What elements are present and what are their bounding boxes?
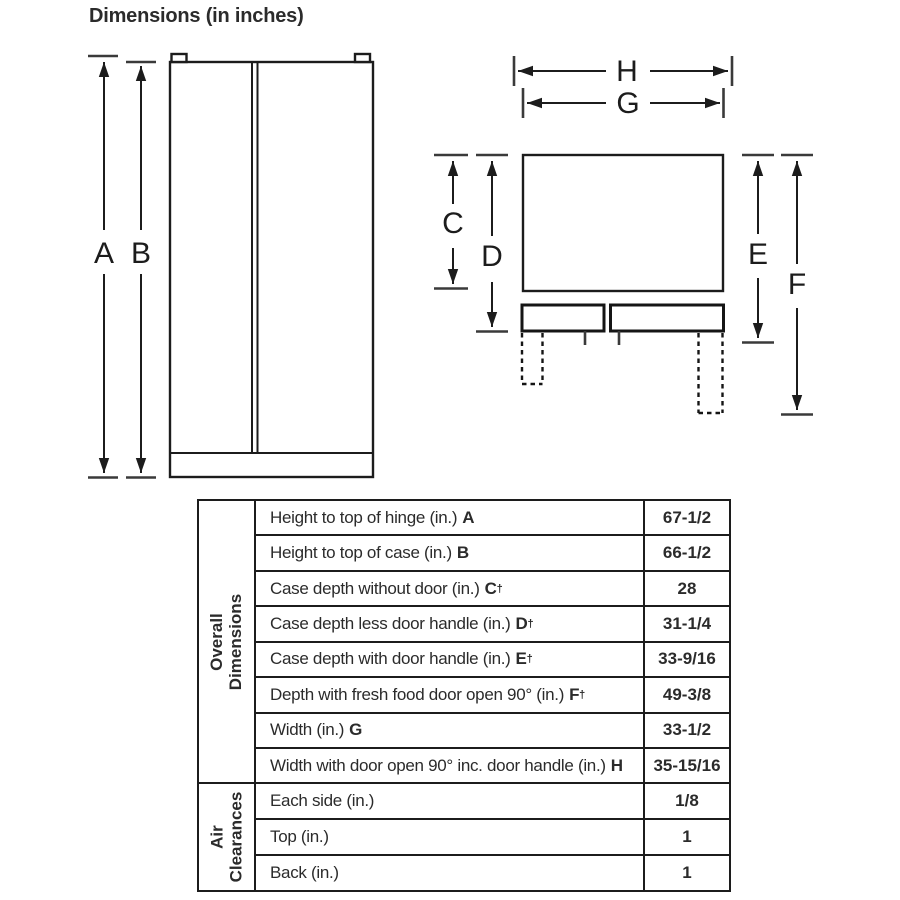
row-value: 31-1/4 — [643, 607, 729, 640]
row-value: 66-1/2 — [643, 536, 729, 569]
hinge-right — [355, 54, 370, 62]
door-left-top-view — [522, 305, 604, 331]
group-label-air-clearances — [207, 792, 245, 883]
row-letter: H — [610, 755, 623, 775]
row-label: Width with door open 90° inc. door handle (in.) — [270, 755, 606, 775]
dimension-E — [742, 155, 774, 343]
row-label: Height to top of case (in.) — [270, 543, 452, 563]
table-row — [256, 714, 729, 749]
table-row: Case depth less door handle (in.) D † 31-1/4 — [256, 607, 729, 642]
row-letter: D — [515, 614, 528, 634]
row-label: Width (in.) — [270, 720, 345, 740]
row-value: 1/8 — [643, 784, 729, 818]
table-row — [256, 536, 729, 571]
row-label: Case depth less door handle (in.) — [270, 614, 511, 634]
dimension-D — [476, 155, 508, 332]
table-row — [256, 856, 729, 890]
row-value: 35-15/16 — [643, 749, 729, 782]
group-label-line2: Dimensions — [226, 593, 246, 690]
table-section-air-clearances — [199, 784, 729, 890]
dimensions-table — [197, 499, 731, 892]
dim-label-e: E — [747, 238, 769, 271]
dim-label-d: D — [481, 240, 503, 273]
table-row: Case depth without door (in.) C † 28 — [256, 572, 729, 607]
hinge-left — [172, 54, 187, 62]
table-row — [256, 749, 729, 782]
door-swing-dashed-left — [522, 333, 543, 384]
fridge-front-view — [170, 54, 373, 477]
fridge-case — [170, 62, 373, 477]
dimension-G — [523, 87, 724, 120]
table-row — [256, 784, 729, 820]
row-value: 1 — [643, 856, 729, 890]
row-value: 49-3/8 — [643, 678, 729, 711]
dim-label-a: A — [93, 237, 115, 270]
case-top-view — [523, 155, 723, 291]
dimension-C — [434, 155, 468, 289]
table-row — [256, 820, 729, 856]
table-row: Depth with fresh food door open 90° (in.) F † 49-3/8 — [256, 678, 729, 713]
row-value: 28 — [643, 572, 729, 605]
fridge-top-view — [522, 155, 724, 413]
group-header-overall-dimensions — [199, 501, 256, 782]
row-letter: E — [515, 649, 527, 669]
dim-label-g: G — [616, 87, 640, 120]
row-letter: B — [456, 543, 469, 563]
table-section-overall-dimensions — [199, 501, 729, 784]
group-label-line1: Overall — [207, 612, 227, 671]
row-label: Each side (in.) — [270, 791, 375, 811]
row-value: 67-1/2 — [643, 501, 729, 534]
group-label-overall-dimensions — [207, 594, 245, 690]
dimension-A — [88, 56, 118, 478]
row-value: 1 — [643, 820, 729, 854]
row-letter: G — [349, 720, 363, 740]
group-label-line1: Air — [207, 825, 227, 850]
table-row — [256, 501, 729, 536]
row-value: 33-9/16 — [643, 643, 729, 676]
row-label: Height to top of hinge (in.) — [270, 507, 458, 527]
door-right-top-view — [611, 305, 724, 331]
dim-label-c: C — [442, 207, 464, 240]
group-header-air-clearances — [199, 784, 256, 890]
row-letter: A — [462, 507, 475, 527]
row-letter: C — [484, 578, 497, 598]
row-label: Back (in.) — [270, 863, 339, 883]
dimension-B — [126, 62, 156, 478]
dim-label-f: F — [787, 268, 807, 301]
table-row: Case depth with door handle (in.) E † 33-9/16 — [256, 643, 729, 678]
door-swing-dashed-right — [699, 333, 723, 413]
dim-label-b: B — [130, 237, 152, 270]
row-label: Case depth without door (in.) — [270, 578, 480, 598]
row-letter: F — [569, 684, 580, 704]
row-label: Case depth with door handle (in.) — [270, 649, 511, 669]
page-title: Dimensions (in inches) — [89, 5, 304, 27]
row-label: Top (in.) — [270, 827, 329, 847]
row-label: Depth with fresh food door open 90° (in.) — [270, 684, 565, 704]
dim-label-h: H — [616, 55, 638, 88]
dimension-F — [781, 155, 813, 415]
group-label-line2: Clearances — [226, 791, 246, 883]
row-value: 33-1/2 — [643, 714, 729, 747]
dimension-H — [514, 55, 732, 88]
